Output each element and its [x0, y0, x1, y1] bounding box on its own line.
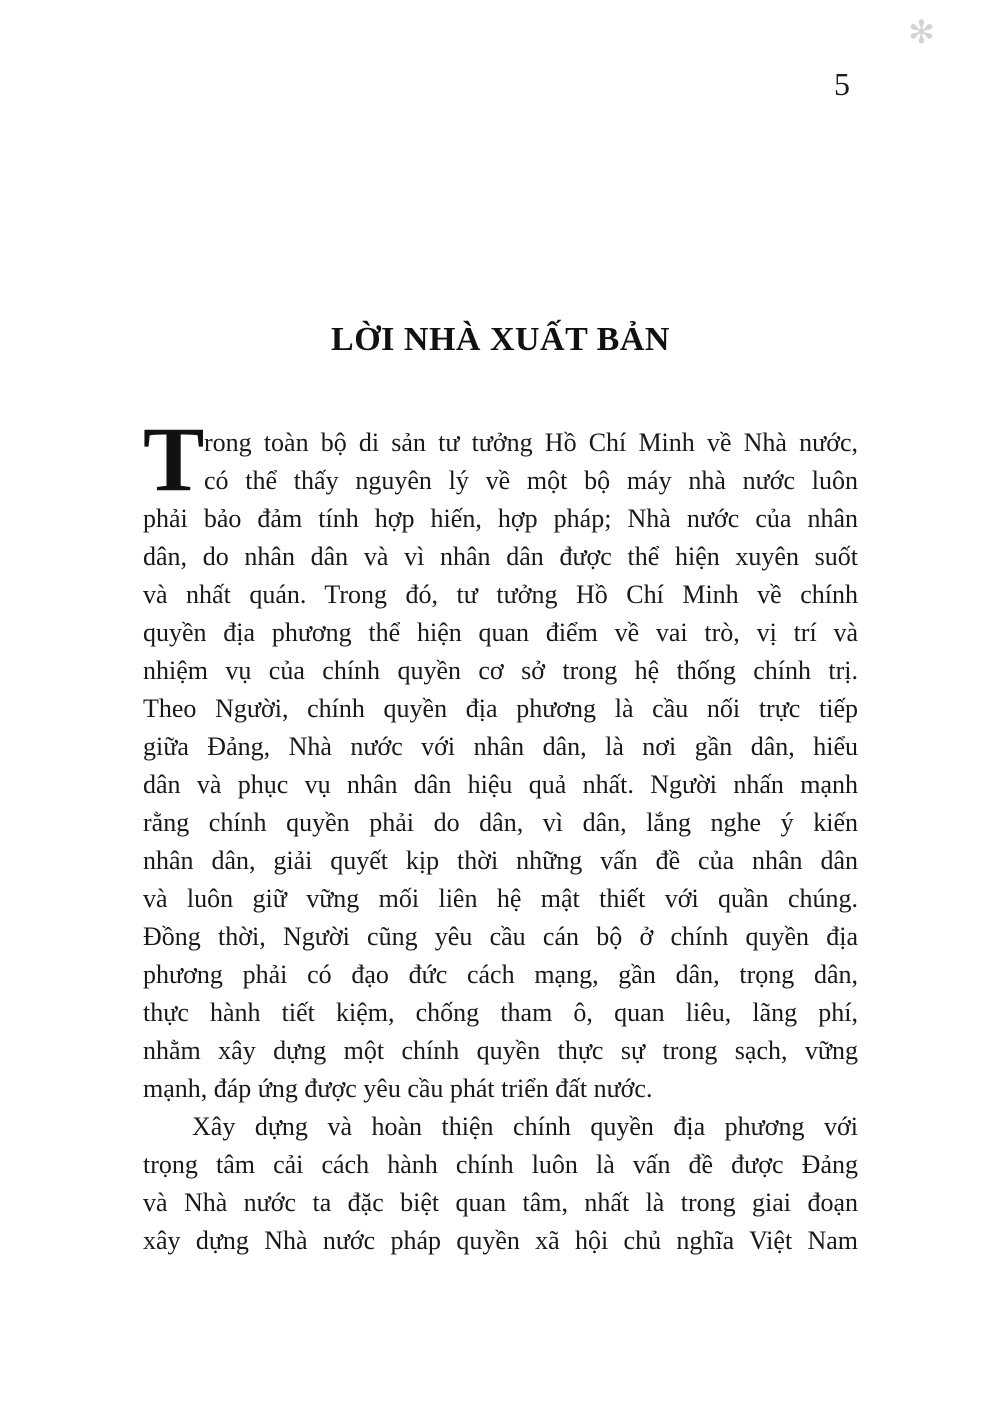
- text-line: mạnh, đáp ứng được yêu cầu phát triển đất nước.: [143, 1074, 653, 1103]
- text-line: và nhất quán. Trong đó, tư tưởng Hồ Chí Minh về chính: [143, 580, 858, 609]
- text-line: và luôn giữ vững mối liên hệ mật thiết với quần chúng.: [143, 884, 858, 913]
- text-line: Xây dựng và hoàn thiện chính quyền địa phương với: [192, 1112, 858, 1141]
- text-line: rong toàn bộ di sản tư tưởng Hồ Chí Minh về Nhà nước,: [204, 428, 858, 457]
- text-line: có thể thấy nguyên lý về một bộ máy nhà nước luôn: [204, 466, 858, 495]
- paragraph-2: [143, 1108, 858, 1260]
- drop-cap: T: [143, 408, 205, 510]
- text-line: Theo Người, chính quyền địa phương là cầu nối trực tiếp: [143, 694, 858, 723]
- text-line: dân, do nhân dân và vì nhân dân được thể hiện xuyên suốt: [143, 542, 858, 571]
- text-line: nhằm xây dựng một chính quyền thực sự trong sạch, vững: [143, 1036, 858, 1065]
- page-number: 5: [834, 66, 850, 102]
- text-line: thực hành tiết kiệm, chống tham ô, quan liêu, lãng phí,: [143, 998, 858, 1027]
- text-line: xây dựng Nhà nước pháp quyền xã hội chủ nghĩa Việt Nam: [143, 1226, 858, 1255]
- flower-ornament-icon: ✻: [908, 14, 935, 50]
- chapter-title: LỜI NHÀ XUẤT BẢN: [331, 321, 670, 358]
- text-line: Đồng thời, Người cũng yêu cầu cán bộ ở chính quyền địa: [143, 922, 858, 951]
- text-line: giữa Đảng, Nhà nước với nhân dân, là nơi gần dân, hiểu: [143, 732, 858, 761]
- text-line: nhân dân, giải quyết kịp thời những vấn đề của nhân dân: [143, 846, 858, 875]
- paragraph-1: [143, 408, 858, 1108]
- body-text: [143, 408, 858, 1260]
- text-line: trọng tâm cải cách hành chính luôn là vấn đề được Đảng: [143, 1150, 858, 1179]
- text-line: phương phải có đạo đức cách mạng, gần dân, trọng dân,: [143, 960, 858, 989]
- text-line: nhiệm vụ của chính quyền cơ sở trong hệ thống chính trị.: [143, 656, 858, 685]
- text-line: phải bảo đảm tính hợp hiến, hợp pháp; Nhà nước của nhân: [143, 504, 858, 533]
- text-line: quyền địa phương thể hiện quan điểm về vai trò, vị trí và: [143, 618, 858, 647]
- text-line: dân và phục vụ nhân dân hiệu quả nhất. Người nhấn mạnh: [143, 770, 858, 799]
- text-line: rằng chính quyền phải do dân, vì dân, lắng nghe ý kiến: [143, 808, 858, 837]
- text-line: và Nhà nước ta đặc biệt quan tâm, nhất là trong giai đoạn: [143, 1188, 858, 1217]
